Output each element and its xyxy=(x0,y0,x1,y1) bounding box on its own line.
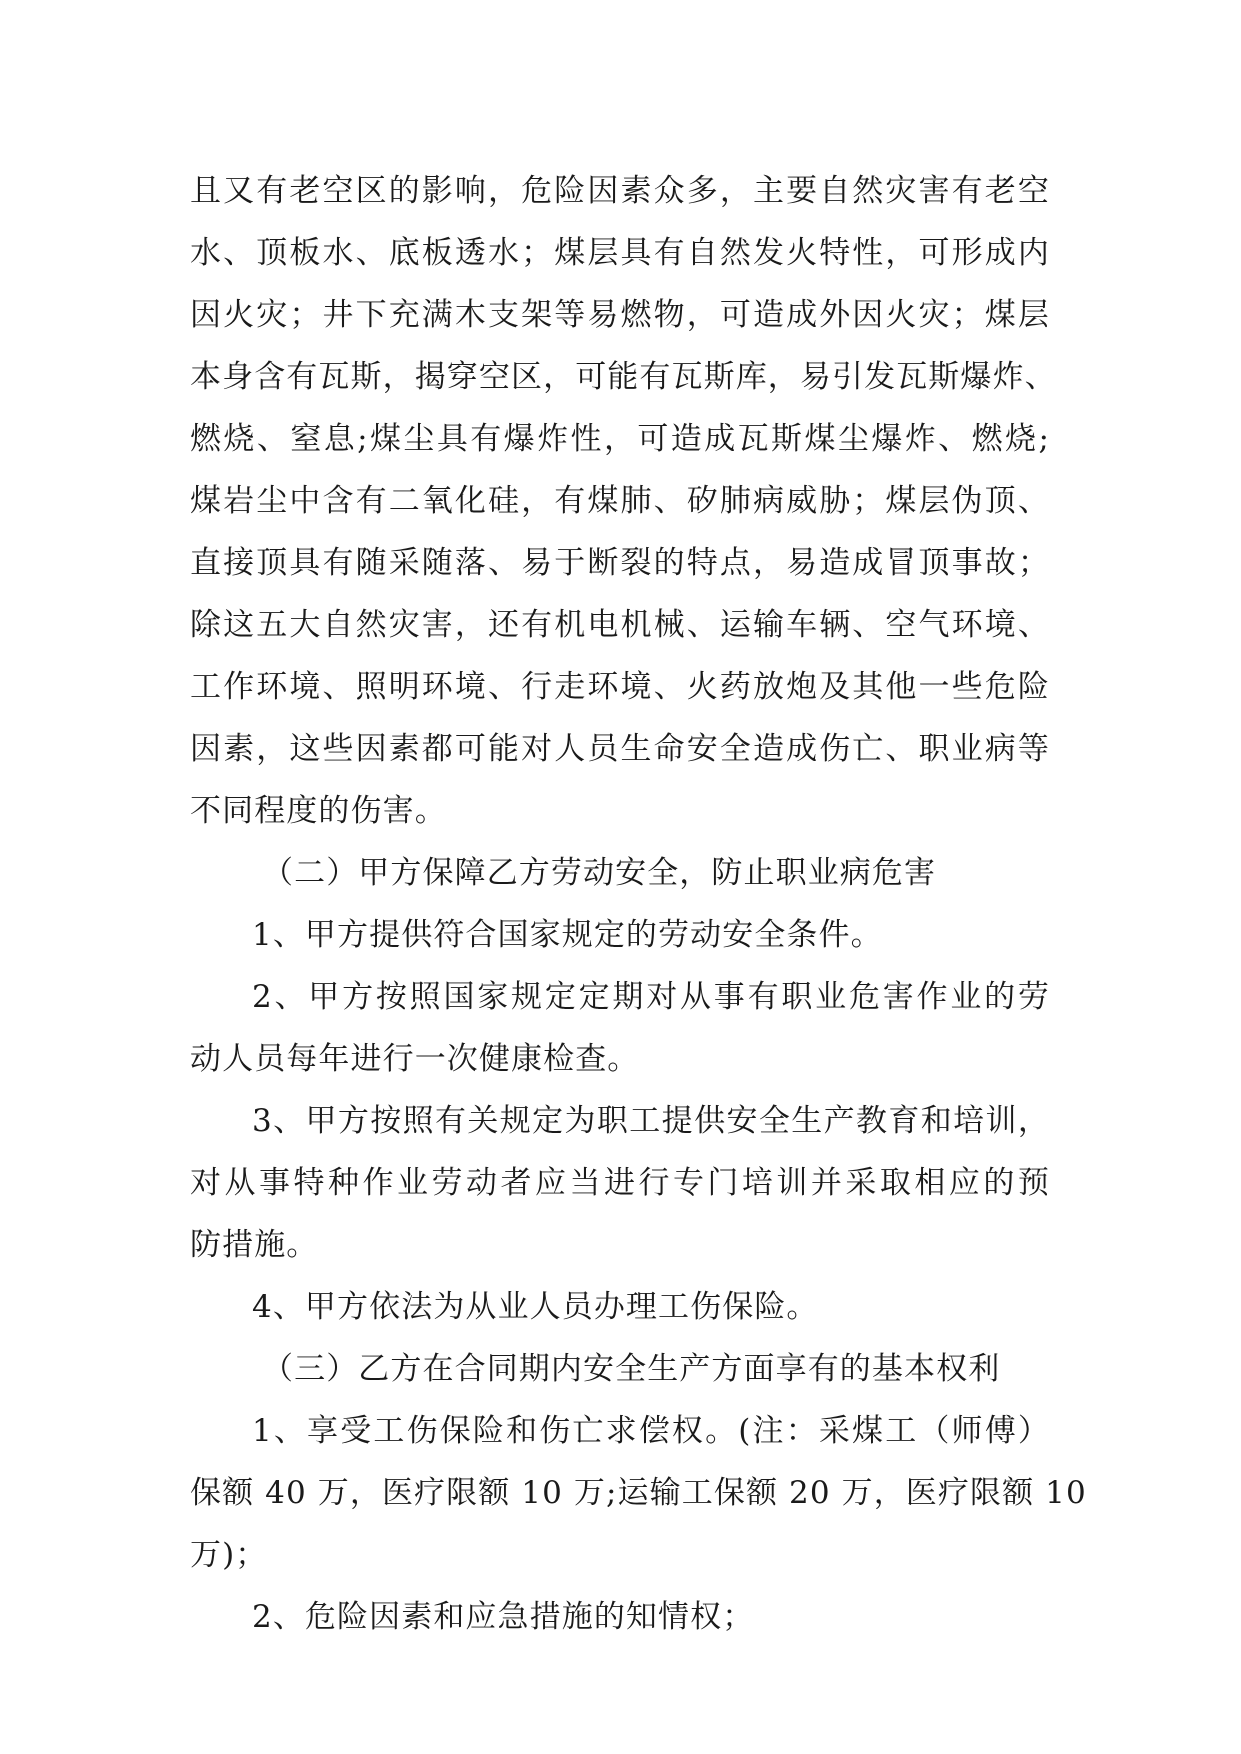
text-line: 水、顶板水、底板透水；煤层具有自然发火特性，可形成内 xyxy=(190,235,1050,271)
text-line: 因火灾；井下充满木支架等易燃物，可造成外因火灾；煤层 xyxy=(190,297,1050,333)
list-item: 2、危险因素和应急措施的知情权； xyxy=(252,1599,755,1635)
list-item: 2、甲方按照国家规定定期对从事有职业危害作业的劳 xyxy=(252,979,1050,1015)
text-line: 直接顶具有随采随落、易于断裂的特点，易造成冒顶事故； xyxy=(190,545,1050,581)
section-heading: （三）乙方在合同期内安全生产方面享有的基本权利 xyxy=(262,1351,1001,1387)
list-item: 1、甲方提供符合国家规定的劳动安全条件。 xyxy=(252,917,883,953)
text-line: 本身含有瓦斯，揭穿空区，可能有瓦斯库，易引发瓦斯爆炸、 xyxy=(190,359,1057,395)
text-line: 动人员每年进行一次健康检查。 xyxy=(190,1041,640,1077)
section-heading: （二）甲方保障乙方劳动安全，防止职业病危害 xyxy=(262,855,937,891)
text-line: 且又有老空区的影响，危险因素众多，主要自然灾害有老空 xyxy=(190,173,1050,209)
text-line: 保额 40 万，医疗限额 10 万;运输工保额 20 万，医疗限额 10 xyxy=(190,1475,1087,1511)
text-line: 防措施。 xyxy=(190,1227,319,1263)
document-body xyxy=(190,160,1087,1648)
text-line: 除这五大自然灾害，还有机电机械、运输车辆、空气环境、 xyxy=(190,607,1050,643)
text-line: 不同程度的伤害。 xyxy=(190,793,447,829)
list-item: 1、享受工伤保险和伤亡求偿权。(注：采煤工（师傅） xyxy=(252,1413,1050,1449)
text-line: 因素，这些因素都可能对人员生命安全造成伤亡、职业病等 xyxy=(190,731,1050,767)
text-line: 煤岩尘中含有二氧化硅，有煤肺、矽肺病威胁；煤层伪顶、 xyxy=(190,483,1050,519)
list-item: 3、甲方按照有关规定为职工提供安全生产教育和培训， xyxy=(252,1103,1050,1139)
list-item: 4、甲方依法为从业人员办理工伤保险。 xyxy=(252,1289,819,1325)
text-line: 燃烧、窒息;煤尘具有爆炸性，可造成瓦斯煤尘爆炸、燃烧; xyxy=(190,421,1050,457)
text-line: 万)； xyxy=(190,1537,268,1573)
text-line: 对从事特种作业劳动者应当进行专门培训并采取相应的预 xyxy=(190,1165,1050,1201)
text-line: 工作环境、照明环境、行走环境、火药放炮及其他一些危险 xyxy=(190,669,1050,705)
